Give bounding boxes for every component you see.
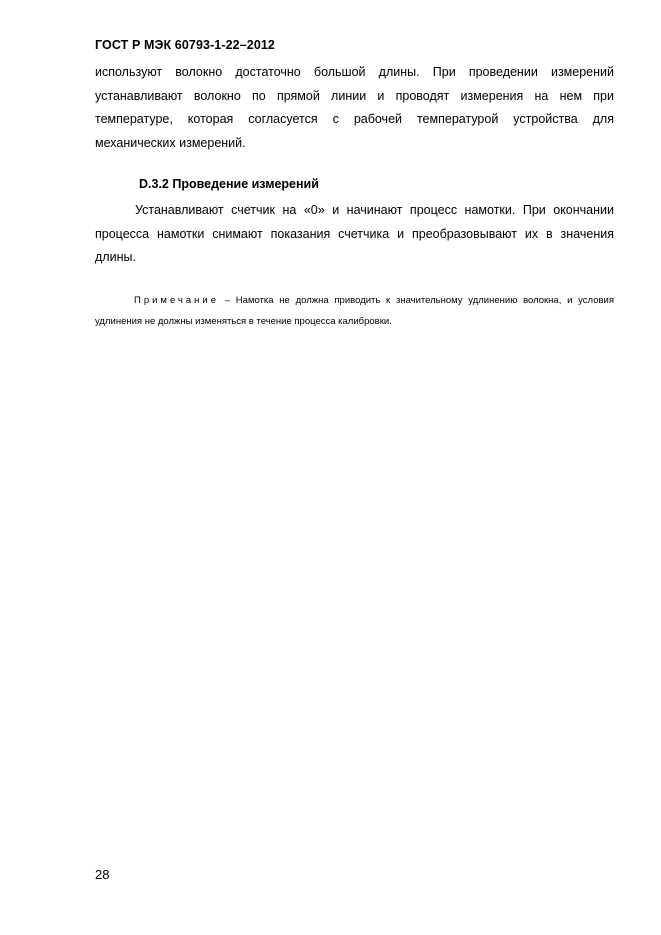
section-heading: D.3.2 Проведение измерений [139, 177, 319, 191]
note-label: Примечание [134, 295, 219, 306]
paragraph-measurement: Устанавливают счетчик на «0» и начинают процесс намотки. При окончании процесса намотки снимают показания счетчика и преобразовывают их в значения длины. [95, 203, 614, 264]
paragraph-continuation: используют волокно достаточно большой длины. При проведении измерений устанавливают волокно по прямой линии и проводят измерения на нем при температуре, которая согласуется с рабочей температурой устройства для механических измерений. [95, 65, 614, 150]
note-text: – Намотка не должна приводить к значительному удлинению волокна, и условия удлинения не должны изменяться в течение процесса калибровки. [95, 295, 614, 327]
note [95, 290, 614, 332]
document-header: ГОСТ Р МЭК 60793-1-22–2012 [95, 38, 275, 52]
page-number: 28 [95, 867, 110, 882]
